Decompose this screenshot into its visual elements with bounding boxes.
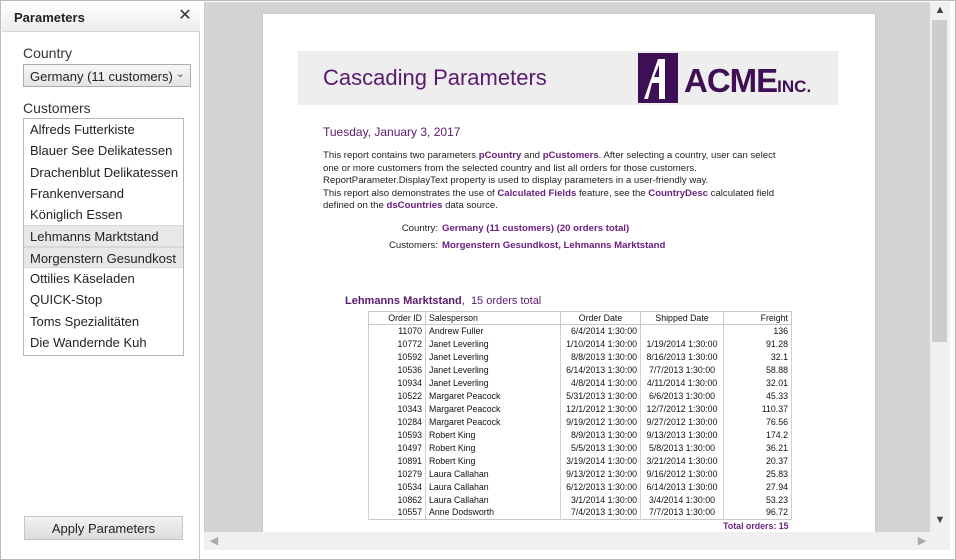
customer-list-item[interactable]: QUICK-Stop (30, 292, 103, 308)
table-cell: Janet Leverling (426, 350, 561, 363)
table-cell: 5/31/2013 1:30:00 (561, 389, 641, 402)
table-cell: Margaret Peacock (426, 402, 561, 415)
table-cell: 3/19/2014 1:30:00 (561, 454, 641, 467)
customer-list-item[interactable]: Morgenstern Gesundkost (24, 247, 183, 268)
scroll-up-icon[interactable]: ▲ (934, 4, 946, 16)
panel-title: Parameters (14, 10, 85, 25)
customer-list-item[interactable]: Blauer See Delikatessen (30, 143, 173, 159)
table-cell: 10279 (369, 467, 426, 480)
customer-list-item[interactable]: Lehmanns Marktstand (24, 225, 183, 246)
table-cell: 8/9/2013 1:30:00 (561, 428, 641, 441)
table-cell: Andrew Fuller (426, 324, 561, 337)
table-cell: 7/4/2013 1:30:00 (561, 506, 641, 519)
table-cell: 174.2 (724, 428, 792, 441)
table-cell: 9/19/2012 1:30:00 (561, 415, 641, 428)
customer-list-item[interactable]: Die Wandernde Kuh (30, 334, 147, 350)
customer-list-item[interactable]: Toms Spezialitäten (30, 313, 140, 329)
scroll-left-icon[interactable]: ◀ (209, 535, 219, 547)
country-dropdown-value: Germany (11 customers) (30, 69, 173, 84)
customer-list-item[interactable]: Alfreds Futterkiste (30, 122, 135, 137)
close-icon[interactable]: ✕ (178, 7, 192, 24)
chevron-down-icon[interactable]: ⌄ (175, 68, 185, 80)
column-header: Shipped Date (641, 312, 724, 325)
table-cell: 58.88 (724, 363, 792, 376)
table-row (369, 415, 792, 428)
table-cell: 20.37 (724, 454, 792, 467)
table-cell: 91.28 (724, 337, 792, 350)
total-orders: Total orders: 15 (369, 519, 792, 532)
table-cell: 53.23 (724, 493, 792, 506)
table-cell: 3/1/2014 1:30:00 (561, 493, 641, 506)
table-cell: 10522 (369, 389, 426, 402)
scroll-right-icon[interactable]: ▶ (917, 535, 927, 547)
parameters-panel-header (2, 2, 200, 32)
table-cell: 9/13/2013 1:30:00 (641, 428, 724, 441)
table-row (369, 480, 792, 493)
table-cell: 4/8/2014 1:30:00 (561, 376, 641, 389)
orders-table (368, 311, 792, 532)
table-cell: 6/6/2013 1:30:00 (641, 389, 724, 402)
selected-customers-value: Morgenstern Gesundkost, Lehmanns Marktstand (442, 240, 666, 251)
customers-listbox[interactable] (23, 118, 184, 356)
acme-logo-text: ACMEINC. (684, 62, 812, 99)
table-cell: 7/7/2013 1:30:00 (641, 363, 724, 376)
vertical-scrollbar-thumb[interactable] (932, 20, 947, 342)
table-cell: Margaret Peacock (426, 415, 561, 428)
table-cell: 10343 (369, 402, 426, 415)
table-row (369, 402, 792, 415)
report-title-band (298, 51, 838, 105)
table-cell: 1/19/2014 1:30:00 (641, 337, 724, 350)
table-cell: Anne Dodsworth (426, 506, 561, 519)
table-cell: 110.37 (724, 402, 792, 415)
table-cell: 10534 (369, 480, 426, 493)
table-cell: 6/4/2014 1:30:00 (561, 324, 641, 337)
table-row (369, 454, 792, 467)
column-header: Freight (724, 312, 792, 325)
table-cell: 10536 (369, 363, 426, 376)
scroll-down-icon[interactable]: ▼ (934, 514, 946, 526)
table-row (369, 389, 792, 402)
country-dropdown[interactable] (23, 64, 191, 87)
table-cell: Janet Leverling (426, 363, 561, 376)
table-row (369, 376, 792, 389)
table-cell: 9/27/2012 1:30:00 (641, 415, 724, 428)
report-viewer[interactable] (204, 2, 930, 532)
table-cell: Robert King (426, 441, 561, 454)
table-cell: 45.33 (724, 389, 792, 402)
table-row (369, 428, 792, 441)
table-row (369, 363, 792, 376)
customer-list-item[interactable]: Ottilies Käseladen (30, 271, 135, 287)
table-cell: Janet Leverling (426, 337, 561, 350)
acme-logo (638, 53, 838, 103)
table-cell: 36.21 (724, 441, 792, 454)
acme-logo-mark (638, 53, 678, 103)
table-cell: Janet Leverling (426, 376, 561, 389)
horizontal-scrollbar[interactable] (204, 532, 950, 550)
table-cell: 7/7/2013 1:30:00 (641, 506, 724, 519)
table-cell: 10934 (369, 376, 426, 389)
selected-country-label: Country: (401, 223, 438, 234)
table-cell: 32.01 (724, 376, 792, 389)
table-cell: 11070 (369, 324, 426, 337)
report-title: Cascading Parameters (323, 65, 547, 90)
table-cell: 3/4/2014 1:30:00 (641, 493, 724, 506)
table-cell: 10772 (369, 337, 426, 350)
table-cell: Laura Callahan (426, 480, 561, 493)
customer-group-count: 15 orders total (470, 295, 542, 307)
report-date: Tuesday, January 3, 2017 (323, 125, 461, 139)
table-cell: 10284 (369, 415, 426, 428)
table-cell: 10891 (369, 454, 426, 467)
table-cell: 32.1 (724, 350, 792, 363)
table-row (369, 337, 792, 350)
table-row (369, 467, 792, 480)
table-cell: 10497 (369, 441, 426, 454)
selected-customers-label: Customers: (388, 240, 438, 251)
column-header: Order Date (561, 312, 641, 325)
table-cell: 6/12/2013 1:30:00 (561, 480, 641, 493)
table-cell: Robert King (426, 428, 561, 441)
table-cell: Laura Callahan (426, 493, 561, 506)
table-cell: 12/7/2012 1:30:00 (641, 402, 724, 415)
table-cell: 10592 (369, 350, 426, 363)
table-cell: 9/13/2012 1:30:00 (561, 467, 641, 480)
apply-parameters-button[interactable]: Apply Parameters (24, 516, 183, 540)
table-row (369, 350, 792, 363)
table-cell: Margaret Peacock (426, 389, 561, 402)
table-cell: 76.56 (724, 415, 792, 428)
table-cell: Robert King (426, 454, 561, 467)
customer-list-item[interactable]: Frankenversand (30, 185, 124, 201)
customer-list-item[interactable]: Drachenblut Delikatessen (30, 164, 179, 180)
column-header: Salesperson (426, 312, 561, 325)
customer-group-title: Lehmanns Marktstand, 15 orders total (345, 295, 542, 307)
table-cell: 5/8/2013 1:30:00 (641, 441, 724, 454)
table-cell: 9/16/2012 1:30:00 (641, 467, 724, 480)
report-description: This report contains two parameters pCountry and pCustomers. After selecting a country, user can select one or more customers from the selected country and list all orders for those customers. ReportParameter.DisplayText property is used to display parameters in a user-friendly way. This report also demonstrates the use of Calculated Fields feature, see the CountryDesc calculated field defined on the dsCountries data source. (323, 150, 776, 211)
table-row (369, 324, 792, 337)
table-cell: 96.72 (724, 506, 792, 519)
table-cell: 10557 (369, 506, 426, 519)
table-row (369, 441, 792, 454)
vertical-scrollbar[interactable] (930, 2, 950, 532)
table-cell: 8/8/2013 1:30:00 (561, 350, 641, 363)
table-cell: 5/5/2013 1:30:00 (561, 441, 641, 454)
table-cell: 1/10/2014 1:30:00 (561, 337, 641, 350)
customers-label: Customers (23, 100, 91, 116)
table-cell: 10862 (369, 493, 426, 506)
table-cell: 4/11/2014 1:30:00 (641, 376, 724, 389)
column-header: Order ID (369, 312, 426, 325)
customer-group-name: Lehmanns Marktstand (345, 295, 462, 307)
total-row (369, 519, 792, 532)
country-label: Country (23, 45, 73, 61)
table-cell: 25.83 (724, 467, 792, 480)
table-cell: 27.94 (724, 480, 792, 493)
table-header-row (369, 312, 792, 325)
table-cell: 8/16/2013 1:30:00 (641, 350, 724, 363)
table-cell: 3/21/2014 1:30:00 (641, 454, 724, 467)
table-cell: 136 (724, 324, 792, 337)
scrollbar-corner (930, 532, 950, 550)
table-row (369, 506, 792, 519)
parameters-panel (2, 2, 200, 559)
table-cell (641, 324, 724, 337)
selected-country-value: Germany (11 customers) (20 orders total) (442, 223, 630, 234)
table-cell: 10593 (369, 428, 426, 441)
table-row (369, 493, 792, 506)
table-cell: Laura Callahan (426, 467, 561, 480)
report-page (263, 14, 875, 532)
table-cell: 6/14/2013 1:30:00 (561, 363, 641, 376)
table-cell: 6/14/2013 1:30:00 (641, 480, 724, 493)
customer-list-item[interactable]: Königlich Essen (30, 207, 123, 223)
table-cell: 12/1/2012 1:30:00 (561, 402, 641, 415)
